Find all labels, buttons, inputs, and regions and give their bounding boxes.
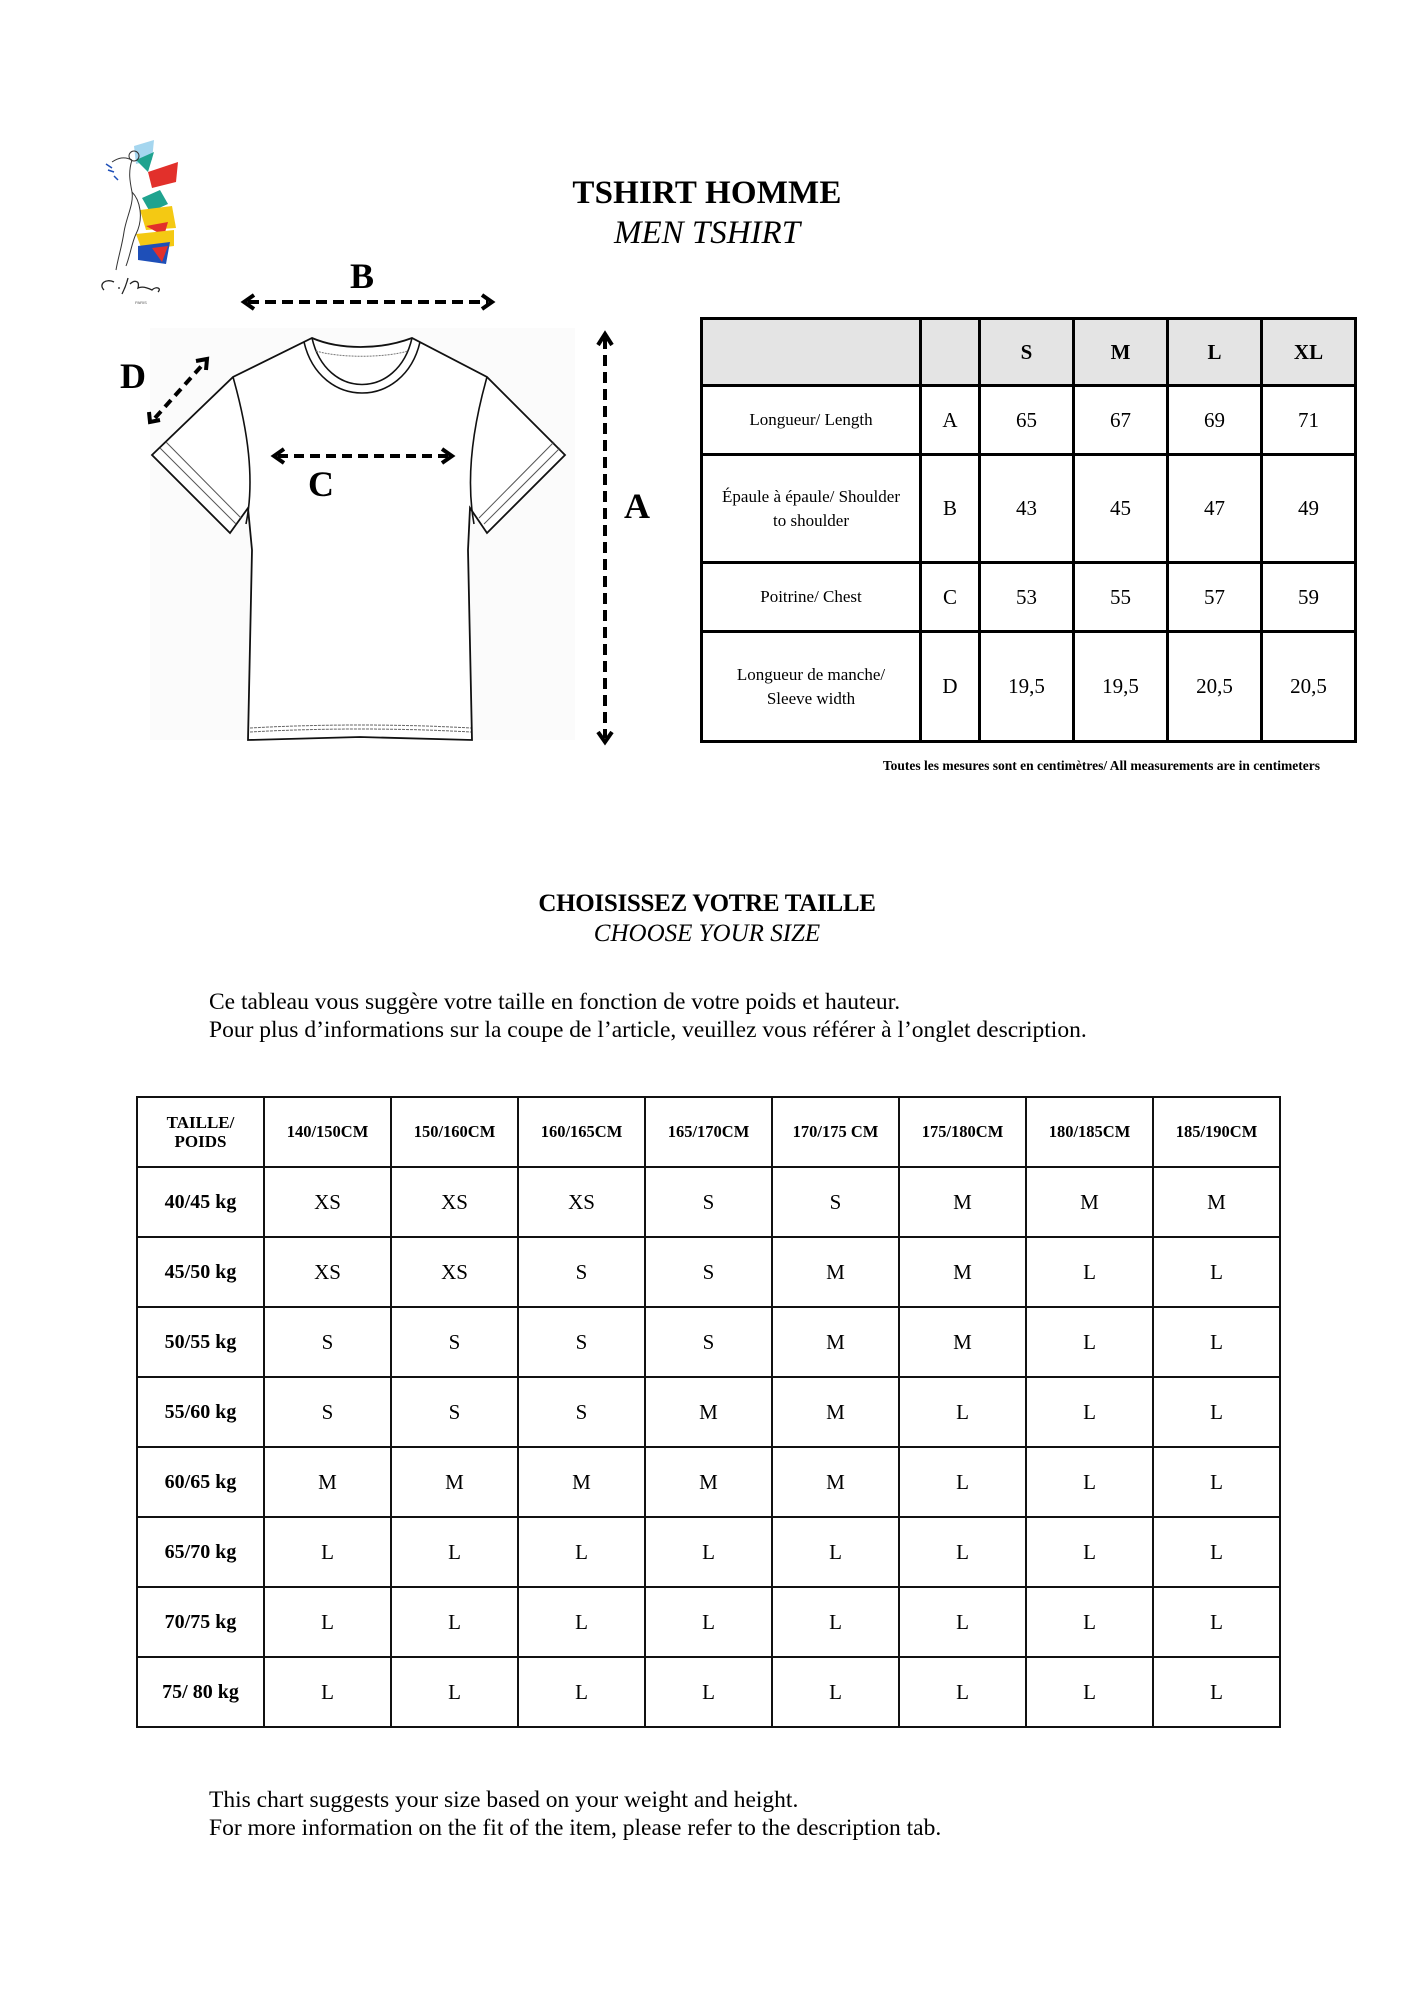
- recommended-size-cell: L: [1026, 1377, 1153, 1447]
- recommended-size-cell: M: [899, 1167, 1026, 1237]
- weight-row-label: 55/60 kg: [137, 1377, 264, 1447]
- recommended-size-cell: M: [645, 1377, 772, 1447]
- measurement-row-shoulder: [702, 455, 1356, 563]
- outro-line: For more information on the fit of the item, please refer to the description tab.: [209, 1815, 942, 1841]
- weight-row-label: 75/ 80 kg: [137, 1657, 264, 1727]
- recommended-size-cell: M: [899, 1307, 1026, 1377]
- recommended-size-cell: L: [1026, 1447, 1153, 1517]
- recommended-size-cell: L: [899, 1447, 1026, 1517]
- recommended-size-cell: L: [772, 1587, 899, 1657]
- recommended-size-cell: L: [1026, 1657, 1153, 1727]
- outro-line: This chart suggests your size based on your weight and height.: [209, 1787, 799, 1813]
- size-grid-row: [137, 1587, 1280, 1657]
- measurement-value: 19,5: [1074, 632, 1168, 742]
- weight-row-label: 40/45 kg: [137, 1167, 264, 1237]
- measurement-label: Poitrine/ Chest: [702, 563, 921, 632]
- recommended-size-cell: M: [899, 1237, 1026, 1307]
- corner-line-taille: TAILLE/: [166, 1113, 235, 1132]
- weight-row-label: 45/50 kg: [137, 1237, 264, 1307]
- recommended-size-cell: S: [264, 1377, 391, 1447]
- recommended-size-cell: XS: [264, 1167, 391, 1237]
- recommended-size-cell: L: [518, 1587, 645, 1657]
- size-grid-corner-label: [137, 1097, 264, 1167]
- height-column-header: 150/160CM: [391, 1097, 518, 1167]
- size-grid-row: [137, 1167, 1280, 1237]
- measurement-header-row: [702, 319, 1356, 386]
- recommended-size-cell: M: [772, 1447, 899, 1517]
- height-column-header: 175/180CM: [899, 1097, 1026, 1167]
- recommended-size-cell: L: [772, 1657, 899, 1727]
- recommended-size-cell: L: [1153, 1307, 1280, 1377]
- recommended-size-cell: L: [1026, 1517, 1153, 1587]
- recommended-size-cell: M: [645, 1447, 772, 1517]
- weight-row-label: 70/75 kg: [137, 1587, 264, 1657]
- recommended-size-cell: L: [391, 1587, 518, 1657]
- size-grid-row: [137, 1657, 1280, 1727]
- weight-row-label: 60/65 kg: [137, 1447, 264, 1517]
- measurement-value: 19,5: [980, 632, 1074, 742]
- intro-line: Pour plus d’informations sur la coupe de l’article, veuillez vous référer à l’onglet description.: [209, 1017, 1087, 1043]
- measurement-row-chest: [702, 563, 1356, 632]
- height-column-header: 160/165CM: [518, 1097, 645, 1167]
- measurement-header-blank: [702, 319, 921, 386]
- measurement-value: 20,5: [1262, 632, 1356, 742]
- measurement-table: [700, 317, 1357, 743]
- recommended-size-cell: L: [264, 1657, 391, 1727]
- recommended-size-cell: L: [1153, 1377, 1280, 1447]
- size-recommendation-table: [136, 1096, 1281, 1728]
- dimension-label-a: A: [624, 486, 650, 526]
- measurement-value: 69: [1168, 386, 1262, 455]
- height-column-header: 140/150CM: [264, 1097, 391, 1167]
- measurement-label: Longueur de manche/ Sleeve width: [702, 632, 921, 742]
- recommended-size-cell: M: [1153, 1167, 1280, 1237]
- measurement-value: 20,5: [1168, 632, 1262, 742]
- section-title: CHOISISSEZ VOTRE TAILLE: [538, 890, 876, 917]
- measurement-code: A: [921, 386, 980, 455]
- recommended-size-cell: L: [1026, 1587, 1153, 1657]
- recommended-size-cell: L: [645, 1587, 772, 1657]
- measurement-row-length: [702, 386, 1356, 455]
- recommended-size-cell: S: [772, 1167, 899, 1237]
- recommended-size-cell: L: [1153, 1237, 1280, 1307]
- measurement-value: 53: [980, 563, 1074, 632]
- recommended-size-cell: L: [518, 1517, 645, 1587]
- measurement-header-size-m: M: [1074, 319, 1168, 386]
- recommended-size-cell: L: [645, 1657, 772, 1727]
- recommended-size-cell: L: [1153, 1447, 1280, 1517]
- recommended-size-cell: XS: [391, 1237, 518, 1307]
- dimension-label-d: D: [120, 356, 146, 396]
- recommended-size-cell: L: [899, 1587, 1026, 1657]
- recommended-size-cell: XS: [518, 1167, 645, 1237]
- dimension-label-c: C: [308, 464, 334, 504]
- weight-row-label: 50/55 kg: [137, 1307, 264, 1377]
- size-grid-row: [137, 1447, 1280, 1517]
- brand-city: PARIS: [135, 300, 147, 305]
- page-title: TSHIRT HOMME: [572, 175, 842, 211]
- measurement-label: Longueur/ Length: [702, 386, 921, 455]
- dimension-arrow-b: [244, 295, 492, 309]
- tshirt-diagram: [120, 250, 650, 750]
- height-column-header: 180/185CM: [1026, 1097, 1153, 1167]
- recommended-size-cell: M: [772, 1377, 899, 1447]
- measurement-value: 43: [980, 455, 1074, 563]
- recommended-size-cell: L: [1026, 1307, 1153, 1377]
- recommended-size-cell: S: [391, 1307, 518, 1377]
- recommended-size-cell: S: [645, 1167, 772, 1237]
- recommended-size-cell: S: [264, 1307, 391, 1377]
- height-column-header: 170/175 CM: [772, 1097, 899, 1167]
- weight-row-label: 65/70 kg: [137, 1517, 264, 1587]
- recommended-size-cell: L: [1153, 1587, 1280, 1657]
- measurement-value: 55: [1074, 563, 1168, 632]
- dimension-arrow-a: [598, 334, 612, 742]
- recommended-size-cell: L: [391, 1517, 518, 1587]
- recommended-size-cell: S: [645, 1307, 772, 1377]
- height-column-header: 185/190CM: [1153, 1097, 1280, 1167]
- measurement-header-size-xl: XL: [1262, 319, 1356, 386]
- measurement-header-size-s: S: [980, 319, 1074, 386]
- measurement-code: D: [921, 632, 980, 742]
- recommended-size-cell: M: [264, 1447, 391, 1517]
- recommended-size-cell: L: [1026, 1237, 1153, 1307]
- recommended-size-cell: M: [772, 1237, 899, 1307]
- recommended-size-cell: M: [518, 1447, 645, 1517]
- recommended-size-cell: S: [391, 1377, 518, 1447]
- recommended-size-cell: XS: [391, 1167, 518, 1237]
- recommended-size-cell: L: [518, 1657, 645, 1727]
- corner-line-poids: POIDS: [174, 1132, 227, 1151]
- size-grid-row: [137, 1377, 1280, 1447]
- recommended-size-cell: M: [1026, 1167, 1153, 1237]
- recommended-size-cell: L: [264, 1587, 391, 1657]
- recommended-size-cell: L: [1153, 1657, 1280, 1727]
- recommended-size-cell: S: [645, 1237, 772, 1307]
- recommended-size-cell: S: [518, 1237, 645, 1307]
- measurement-header-size-l: L: [1168, 319, 1262, 386]
- size-grid-row: [137, 1307, 1280, 1377]
- measurement-value: 45: [1074, 455, 1168, 563]
- measurement-label: Épaule à épaule/ Shoulder to shoulder: [702, 455, 921, 563]
- measurement-footnote: Toutes les mesures sont en centimètres/ All measurements are in centimeters: [882, 758, 1320, 773]
- recommended-size-cell: L: [264, 1517, 391, 1587]
- recommended-size-cell: L: [899, 1657, 1026, 1727]
- recommended-size-cell: L: [899, 1377, 1026, 1447]
- measurement-row-sleeve: [702, 632, 1356, 742]
- size-grid-header-row: [137, 1097, 1280, 1167]
- tshirt-outline-icon: [130, 250, 650, 750]
- recommended-size-cell: XS: [264, 1237, 391, 1307]
- size-grid-row: [137, 1237, 1280, 1307]
- intro-line: Ce tableau vous suggère votre taille en fonction de votre poids et hauteur.: [209, 989, 901, 1015]
- recommended-size-cell: L: [1153, 1517, 1280, 1587]
- recommended-size-cell: M: [772, 1307, 899, 1377]
- measurement-value: 67: [1074, 386, 1168, 455]
- measurement-code: B: [921, 455, 980, 563]
- height-column-header: 165/170CM: [645, 1097, 772, 1167]
- measurement-code: C: [921, 563, 980, 632]
- measurement-value: 59: [1262, 563, 1356, 632]
- recommended-size-cell: S: [518, 1377, 645, 1447]
- size-grid-row: [137, 1517, 1280, 1587]
- recommended-size-cell: L: [899, 1517, 1026, 1587]
- measurement-value: 71: [1262, 386, 1356, 455]
- intro-paragraph: [209, 988, 1087, 1044]
- dimension-label-b: B: [350, 256, 375, 296]
- page-subtitle: MEN TSHIRT: [613, 215, 801, 251]
- recommended-size-cell: L: [645, 1517, 772, 1587]
- measurement-value: 65: [980, 386, 1074, 455]
- measurement-value: 47: [1168, 455, 1262, 563]
- recommended-size-cell: M: [391, 1447, 518, 1517]
- recommended-size-cell: L: [391, 1657, 518, 1727]
- recommended-size-cell: S: [518, 1307, 645, 1377]
- section-subtitle: CHOOSE YOUR SIZE: [593, 920, 821, 947]
- recommended-size-cell: L: [772, 1517, 899, 1587]
- measurement-header-code: [921, 319, 980, 386]
- measurement-value: 57: [1168, 563, 1262, 632]
- measurement-value: 49: [1262, 455, 1356, 563]
- outro-paragraph: [209, 1786, 941, 1842]
